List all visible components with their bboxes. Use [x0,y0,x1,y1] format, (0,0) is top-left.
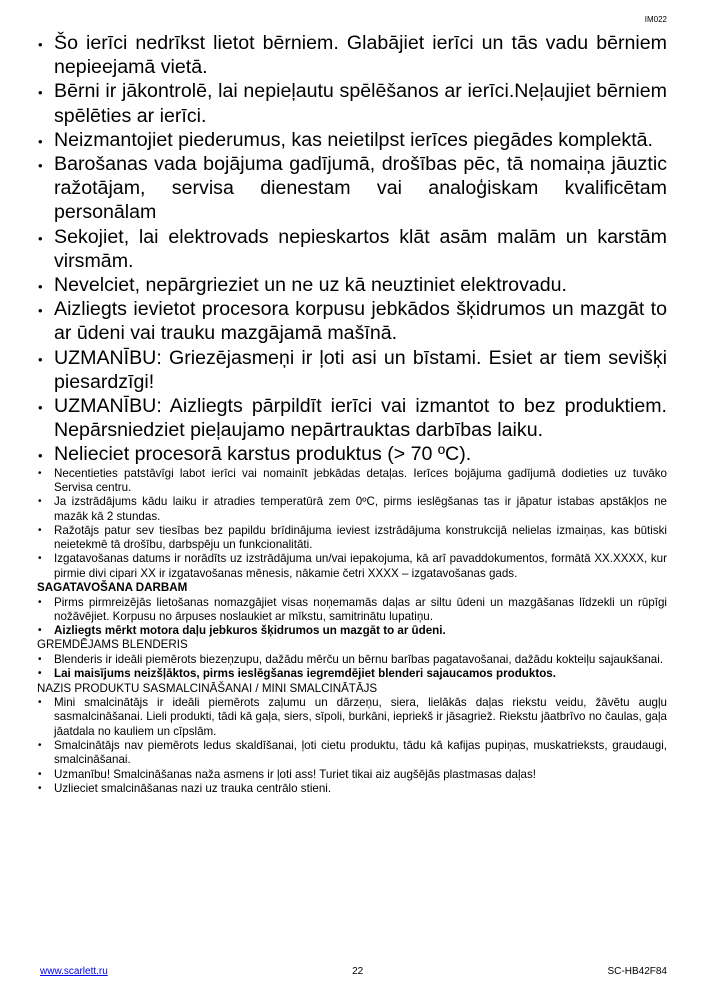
page-footer [40,966,667,977]
list-item: • Izgatavošanas datums ir norādīts uz izstrādājuma un/vai iepakojuma, kā arī pavaddokumentos, formātā XX.XXXX, kur pirmie divi cipari XX ir izgatavošanas mēnesis, nākamie četri XXXX – izgatavošanas gads. [37,552,667,581]
section-title-chopper: NAZIS PRODUKTU SASMALCINĀŠANAI / MINI SMALCINĀTĀJS [37,681,378,695]
document-code: IM022 [644,15,667,24]
safety-list-small [37,467,667,581]
list-item: • Barošanas vada bojājuma gadījumā, drošības pēc, tā nomaiņa jāuztic ražotājam, servisa dienestam vai analoģiskam kvalificētam personālam [37,152,667,225]
manual-content [37,31,667,796]
list-item: • Nelieciet procesorā karstus produktus (> 70 ºC). [37,442,667,466]
list-item: • Lai maisījums neizšļāktos, pirms ieslēgšanas iegremdējiet blenderi sajaucamos produktos. [37,667,667,681]
list-item: • Uzmanību! Smalcināšanas naža asmens ir ļoti ass! Turiet tikai aiz augšējās plastmasas daļas! [37,768,667,782]
list-item: • Blenderis ir ideāli piemērots biezeņzupu, dažādu mērču un bērnu barības pagatavošanai, dažādu kokteiļu sajaukšanai. [37,653,667,667]
section-title-blender: GREMDĒJAMS BLENDERIS [37,638,188,652]
list-item: • Aizliegts mērkt motora daļu jebkuros šķidrumos un mazgāt to ar ūdeni. [37,624,667,638]
list-item: • Nevelciet, nepārgrieziet un ne uz kā neuztiniet elektrovadu. [37,273,667,297]
list-item: • Mini smalcinātājs ir ideāli piemērots zaļumu un dārzeņu, siera, lielākās daļas riekstu veidu, žāvētu augļu sasmalcināšanai. Lieli produkti, tādi kā gaļa, siers, sīpoli, burkāni, iepriekš ir jāsagriež. Riekstu jāatbrīvo no čaulas, gaļa jāatdala no kauliem un cīpslām. [37,696,667,739]
list-item: • Ražotājs patur sev tiesības bez papildu brīdinājuma ieviest izstrādājuma konstrukcijā nelielas izmaiņas, kas būtiski neietekmē tā drošību, darbspēju un funkcionalitāti. [37,524,667,553]
list-item: • Uzlieciet smalcināšanas nazi uz trauka centrālo stieni. [37,782,667,796]
list-item: • Šo ierīci nedrīkst lietot bērniem. Glabājiet ierīci un tās vadu bērniem nepieejamā vietā. [37,31,667,79]
list-item: • Ja izstrādājums kādu laiku ir atradies temperatūrā zem 0ºC, pirms ieslēgšanas tas ir jāpatur istabas apstākļos ne mazāk kā 2 stundas. [37,495,667,524]
list-item: • Sekojiet, lai elektrovads nepieskartos klāt asām malām un karstām virsmām. [37,225,667,273]
page-number: 22 [352,966,364,977]
website-link[interactable]: www.scarlett.ru [40,966,108,977]
safety-list-large [37,31,667,467]
list-item: • Smalcinātājs nav piemērots ledus skaldīšanai, ļoti cietu produktu, tādu kā kafijas pupiņas, muskatrieksts, graudaugi, smalcināšanai. [37,739,667,768]
list-item: • UZMANĪBU: Griezējasmeņi ir ļoti asi un bīstami. Esiet ar tiem sevišķi piesardzīgi! [37,346,667,394]
blender-list [37,653,667,682]
list-item: • UZMANĪBU: Aizliegts pārpildīt ierīci vai izmantot to bez produktiem. Nepārsniedziet pieļaujamo nepārtrauktas darbības laiku. [37,394,667,442]
list-item: • Neizmantojiet piederumus, kas neietilpst ierīces piegādes komplektā. [37,128,667,152]
list-item: • Bērni ir jākontrolē, lai nepieļautu spēlēšanos ar ierīci.Neļaujiet bērniem spēlēties ar ierīci. [37,79,667,127]
model-number: SC-HB42F84 [607,966,667,977]
list-item: • Necentieties patstāvīgi labot ierīci vai nomainīt jebkādas detaļas. Ierīces bojājuma gadījumā dodieties uz tuvāko Servisa centru. [37,467,667,496]
list-item: • Pirms pirmreizējās lietošanas nomazgājiet visas noņemamās daļas ar siltu ūdeni un mazgāšanas līdzekli un rūpīgi nožāvējiet. Korpusu no ārpuses noslaukiet ar mīkstu, samitrinātu lupatiņu. [37,596,667,625]
preparation-list [37,596,667,639]
list-item: • Aizliegts ievietot procesora korpusu jebkādos šķidrumos un mazgāt to ar ūdeni vai trauku mazgājamā mašīnā. [37,297,667,345]
section-title-preparation: SAGATAVOŠANA DARBAM [37,581,188,595]
chopper-list [37,696,667,796]
